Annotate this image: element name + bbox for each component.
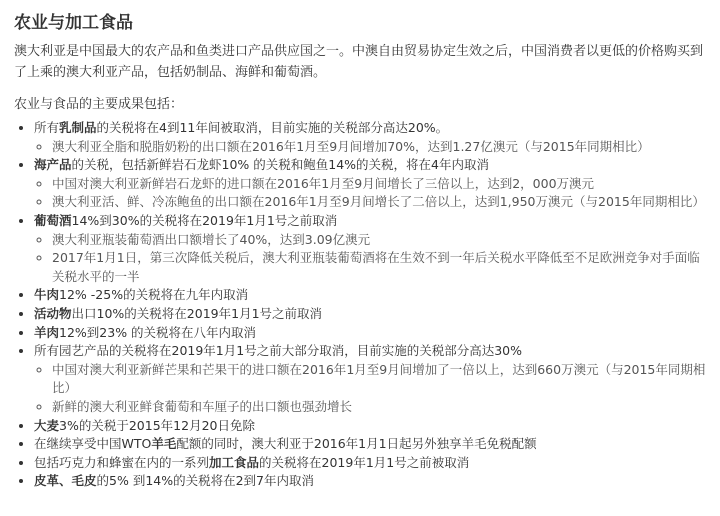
list-item-lamb	[34, 324, 710, 343]
item-keyword: 活动物	[34, 305, 72, 321]
lead-paragraph: 农业与食品的主要成果包括：	[14, 97, 184, 112]
sub-list-item: ◦ 中国对澳大利亚新鲜芒果和芒果干的进口额在2016年1月至9月间增加了一倍以上，达到660万澳元（与2015年同期相比）	[52, 361, 710, 398]
item-keyword: 大麦	[34, 417, 60, 433]
item-text: 12% -25%的关税将在九年内取消	[59, 287, 249, 303]
item-text: 14%到30%的关税将在2019年1月1号之前取消	[71, 212, 338, 228]
sub-list-item: ◦ 澳大利亚活、鲜、冷冻鲍鱼的出口额在2016年1月至9月间增长了二倍以上，达到1,950万澳元（与2015年同期相比）	[52, 193, 710, 212]
item-prefix: 在继续享受中国WTO	[34, 436, 152, 452]
item-prefix: 所有	[34, 120, 60, 135]
item-text: 配额的同时，澳大利亚于2016年1月1日起另外独享羊毛免税配额	[176, 436, 537, 452]
list-item-live-animals	[34, 305, 710, 324]
item-prefix: 所有园艺产品的关税将在2019年1月1号之前大部分取消，目前实施的关税部分高达30%	[34, 343, 523, 359]
page-title: 农业与加工食品	[14, 13, 133, 33]
list-item-wool	[34, 435, 710, 454]
item-keyword: 牛肉	[34, 287, 60, 303]
sub-list-item: ◦ 新鲜的澳大利亚鲜食葡萄和车厘子的出口额也强劲增长	[52, 398, 710, 417]
list-item-barley	[34, 417, 710, 436]
item-text: 出口10%的关税将在2019年1月1号之前取消	[71, 305, 323, 321]
sub-list	[34, 175, 710, 212]
list-item-dairy	[34, 119, 710, 156]
item-text: 的关税将在4到11年间被取消，目前实施的关税部分高达20%。	[96, 120, 449, 135]
item-text: 3%的关税于2015年12月20日免除	[59, 417, 255, 433]
item-keyword: 乳制品	[59, 120, 97, 135]
list-item-hides-skins	[34, 472, 710, 491]
outcomes-list	[14, 119, 710, 491]
sub-list-item: ◦ 澳大利亚全脂和脱脂奶粉的出口额在2016年1月至9月间增加70%，达到1.27亿澳元（与2015年同期相比）	[52, 138, 710, 157]
sub-list	[34, 138, 710, 157]
item-text: 的关税，包括新鲜岩石龙虾10% 的关税和鲍鱼14%的关税，将在4年内取消	[71, 157, 490, 173]
item-text: 12%到23% 的关税将在八年内取消	[59, 324, 257, 340]
list-item-horticulture	[34, 342, 710, 416]
sub-list	[34, 361, 710, 417]
item-keyword: 海产品	[34, 157, 72, 173]
sub-list-item: ◦ 澳大利亚瓶装葡萄酒出口额增长了40%，达到3.09亿澳元	[52, 231, 710, 250]
intro-paragraph: 澳大利亚是中国最大的农产品和鱼类进口产品供应国之一。中澳自由贸易协定生效之后，中国消费者以更低的价格购买到了上乘的澳大利亚产品，包括奶制品、海鲜和葡萄酒。	[14, 44, 704, 80]
item-keyword: 葡萄酒	[34, 212, 72, 228]
sub-list-item: ◦ 2017年1月1日，第三次降低关税后，澳大利亚瓶装葡萄酒将在生效不到一年后关税水平降低至不足欧洲竞争对手面临关税水平的一半	[52, 249, 710, 286]
item-text: 的5% 到14%的关税将在2到7年内取消	[96, 473, 315, 489]
list-item-processed-food	[34, 454, 710, 473]
item-keyword: 加工食品	[209, 454, 260, 470]
sub-list-item: ◦ 中国对澳大利亚新鲜岩石龙虾的进口额在2016年1月至9月间增长了三倍以上，达到2，000万澳元	[52, 175, 710, 194]
item-keyword: 皮革、毛皮	[34, 473, 97, 489]
item-prefix: 包括巧克力和蜂蜜在内的一系列	[34, 454, 210, 470]
item-keyword: 羊肉	[34, 324, 60, 340]
item-keyword: 羊毛	[151, 436, 177, 452]
list-item-wine	[34, 212, 710, 286]
sub-list	[34, 231, 710, 287]
list-item-seafood	[34, 156, 710, 212]
list-item-beef	[34, 286, 710, 305]
item-text: 的关税将在2019年1月1号之前被取消	[259, 454, 470, 470]
